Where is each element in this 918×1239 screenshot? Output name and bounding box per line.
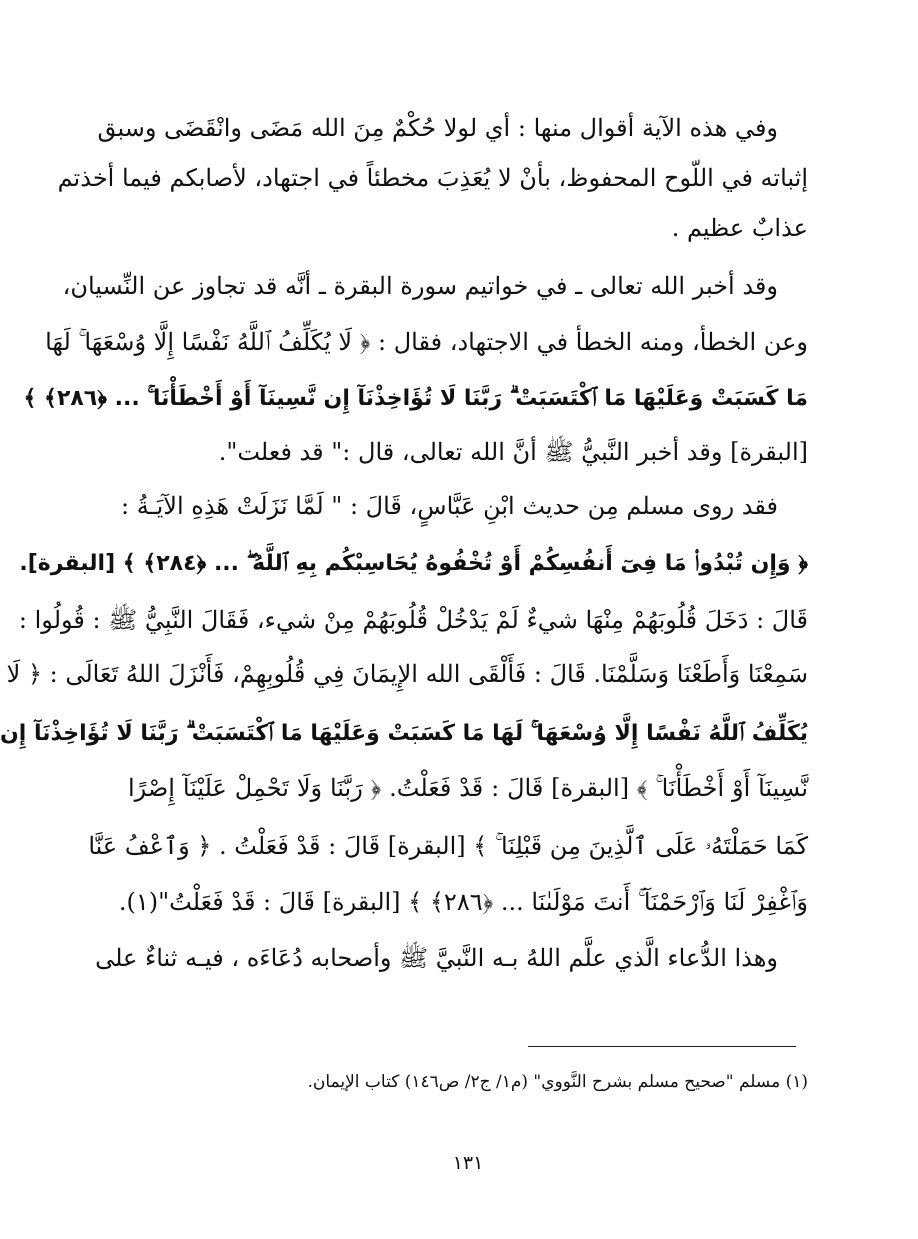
paragraph-2-quran-line: مَا كَسَبَتْ وَعَلَيْهَا مَا ٱكْتَسَبَتْ ۗ رَبَّنَا لَا تُؤَاخِذْنَآ إِن نَّسِينَآ أَوْ أَخْطَأْنَا ۚ ... ﴿٢٨٦﴾ ﴾ [23,386,808,411]
paragraph-2-line-2: وعن الخطأ، ومنه الخطأ في الاجتهاد، فقال : ﴿ لَا يُكَلِّفُ ٱللَّهُ نَفْسًا إِلَّا وُسْعَهَا ۚ لَهَا [45,328,808,356]
paragraph-3-line-4: سَمِعْنَا وَأَطَعْنَا وَسَلَّمْنَا. قَالَ : فَأَلْقَى الله الإِيمَانَ فِي قُلُوبِهِمْ، فَأَنْزَلَ اللهُ تَعَالَى : ﴿ لَا [6,660,808,688]
paragraph-2-line-1: وقد أخبر الله تعالى ـ في خواتيم سورة البقرة ـ أنَّه قد تجاوز عن النِّسيان، [62,272,778,300]
paragraph-4-line-1: وهذا الدُّعاء الَّذي علَّم اللهُ بـه النَّبيَّ ﷺ وأصحابه دُعَاءَه ، فيـه ثناءٌ على [95,944,778,972]
paragraph-1-line-1: وفي هذه الآية أقوال منها : أي لولا حُكْمٌ مِنَ الله مَضَى وانْقَضَى وسبق [97,114,778,142]
footnote-separator [528,1046,796,1047]
footnote: (١) مسلم "صحيح مسلم بشرح النَّووي" (م١/ ج٢/ ص١٤٦) كتاب الإيمان. [307,1072,808,1092]
paragraph-3-quran-line: ﴿ وَإِن تُبْدُوا۟ مَا فِىٓ أَنفُسِكُمْ أَوْ تُخْفُوهُ يُحَاسِبْكُم بِهِ ٱللَّهُ ۖ ... ﴿٢٨٤﴾ ﴾ [البقرة]. [19,551,808,576]
paragraph-1-line-2: إثباته في اللّوح المحفوظ، بأنْ لا يُعَذِبَ مخطئاً في اجتهاد، لأصابكم فيما أخذتم [57,164,808,192]
paragraph-3-line-1: فقد روى مسلم مِن حديث ابْنِ عَبَّاسٍ، قَالَ : " لَمَّا نَزَلَتْ هَذِهِ الآيَـةُ : [121,492,778,520]
paragraph-1-line-3: عذابٌ عظيم . [671,214,808,242]
paragraph-3-line-5: يُكَلِّفُ ٱللَّهُ نَفْسًا إِلَّا وُسْعَهَا ۚ لَهَا مَا كَسَبَتْ وَعَلَيْهَا مَا ٱكْتَسَبَتْ ۗ رَبَّنَا لَا تُؤَاخِذْنَآ إِن [0,721,808,746]
page-number: ١٣١ [452,1152,484,1174]
paragraph-3-line-7: كَمَا حَمَلْتَهُۥ عَلَى ٱلَّذِينَ مِن قَبْلِنَا ۚ ﴾ [البقرة] قَالَ : قَدْ فَعَلْتُ . ﴿ وَٱعْفُ عَنَّا [88,832,808,860]
paragraph-3-line-3: قَالَ : دَخَلَ قُلُوبَهُمْ مِنْهَا شيءٌ لَمْ يَدْخُلْ قُلُوبَهُمْ مِنْ شيء، فَقَالَ النَّبِيُّ ﷺ : قُولُوا : [18,606,808,634]
paragraph-2-line-4: [البقرة] وقد أخبر النَّبيُّ ﷺ أنَّ الله تعالى، قال :" قد فعلت". [218,438,808,466]
paragraph-3-line-6: نَّسِينَآ أَوْ أَخْطَأْنَا ۚ ﴾ [البقرة] قَالَ : قَدْ فَعَلْتُ. ﴿ رَبَّنَا وَلَا تَحْمِلْ عَلَيْنَآ إِصْرًا [128,774,808,802]
paragraph-3-line-8: وَٱغْفِرْ لَنَا وَٱرْحَمْنَآ ۚ أَنتَ مَوْلَىٰنَا ... ﴿٢٨٦﴾ ﴾ [البقرة] قَالَ : قَدْ فَعَلْتُ"(١). [118,888,808,916]
